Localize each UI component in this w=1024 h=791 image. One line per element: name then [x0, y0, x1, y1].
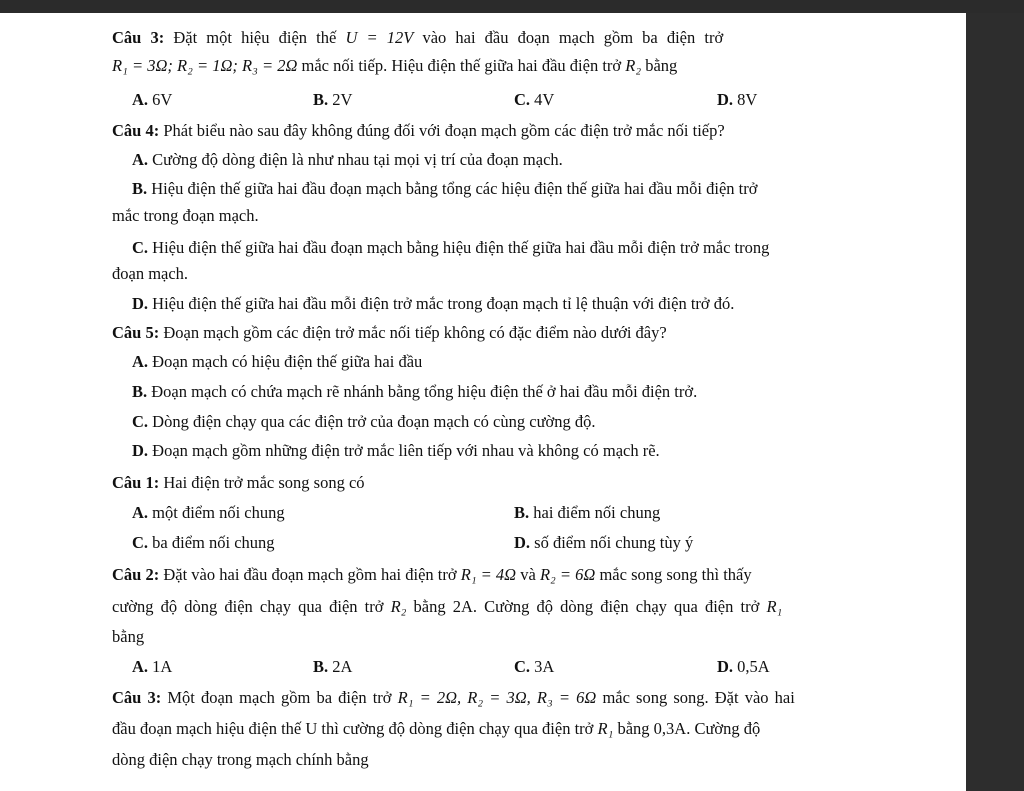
q3a-line1: [112, 28, 723, 48]
q1-text: Hai điện trở mắc song song có: [163, 473, 365, 492]
q3b-line3: dòng điện chạy trong mạch chính bằng: [112, 750, 369, 769]
q3a-line1-tail: vào hai đầu đoạn mạch gồm ba điện trở: [422, 28, 724, 47]
q4-option-d: [132, 294, 734, 314]
option-text: 0,5A: [737, 657, 770, 676]
option-text: hai điểm nối chung: [533, 503, 661, 522]
q3b-line1: [112, 688, 795, 708]
window-top-bar: [0, 0, 1024, 13]
q4-option-a: [132, 150, 563, 170]
q2-option-d: [717, 657, 770, 677]
q3a-label: Câu 3:: [112, 28, 165, 47]
option-text: số điểm nối chung tùy ý: [534, 533, 694, 552]
option-letter: A.: [132, 90, 149, 109]
q3a-option-d: [717, 90, 757, 110]
option-text: 8V: [737, 90, 758, 109]
q4-option-b: [132, 179, 757, 199]
option-text: 1A: [152, 657, 173, 676]
option-text: Đoạn mạch có chứa mạch rẽ nhánh bằng tổng hiệu điện thế ở hai đầu mỗi điện trở.: [151, 382, 698, 401]
option-letter: D.: [514, 533, 531, 552]
q1-option-a: [132, 503, 285, 523]
q2-line1-tail: mắc song song thì thấy: [599, 565, 752, 584]
option-text: Hiệu điện thế giữa hai đầu mỗi điện trở mắc trong đoạn mạch tỉ lệ thuận với điện trở đó.: [152, 294, 735, 313]
option-letter: C.: [514, 90, 531, 109]
q3a-line2-final: bằng: [645, 56, 678, 75]
option-text: một điểm nối chung: [152, 503, 285, 522]
option-text: 2V: [332, 90, 353, 109]
option-text: Đoạn mạch gồm những điện trở mắc liên tiếp với nhau và không có mạch rẽ.: [152, 441, 660, 460]
q2-line2-math1: R₂: [390, 597, 407, 616]
q2-option-b: [313, 657, 352, 677]
option-letter: B.: [132, 382, 148, 401]
option-letter: A.: [132, 503, 149, 522]
q2-label: Câu 2:: [112, 565, 160, 584]
q5-label: Câu 5:: [112, 323, 160, 342]
q4-option-b-cont: mắc trong đoạn mạch.: [112, 206, 259, 225]
q3a-option-c: [514, 90, 554, 110]
q4-text: Phát biểu nào sau đây không đúng đối với đoạn mạch gồm các điện trở mắc nối tiếp?: [163, 121, 725, 140]
document-page: [0, 13, 966, 791]
option-letter: B.: [514, 503, 530, 522]
q2-line2: [112, 597, 782, 617]
option-text: Cường độ dòng điện là như nhau tại mọi vị trí của đoạn mạch.: [152, 150, 563, 169]
q2-line1-mid: và: [520, 565, 536, 584]
q2-option-c: [514, 657, 554, 677]
q3b-line2: [112, 719, 760, 739]
q1-label: Câu 1:: [112, 473, 160, 492]
q1-option-b: [514, 503, 660, 523]
option-text: 2A: [332, 657, 353, 676]
q3b-line2-math: R₁: [597, 719, 614, 738]
q5-option-d: [132, 441, 660, 461]
option-letter: C.: [514, 657, 531, 676]
q4-option-c-cont: đoạn mạch.: [112, 264, 189, 283]
option-text: Hiệu điện thế giữa hai đầu đoạn mạch bằng hiệu điện thế giữa hai đầu mỗi điện trở mắc trong: [152, 238, 770, 257]
option-letter: D.: [132, 441, 149, 460]
q4-question: [112, 121, 725, 141]
option-letter: A.: [132, 150, 149, 169]
window-side-bar: [966, 13, 1024, 791]
option-text: Hiệu điện thế giữa hai đầu đoạn mạch bằng tổng các hiệu điện thế giữa hai đầu mỗi điện trở: [151, 179, 758, 198]
option-text: ba điểm nối chung: [152, 533, 275, 552]
q2-line1-text: Đặt vào hai đầu đoạn mạch gồm hai điện trở: [163, 565, 457, 584]
q3a-line2-end: R₂: [625, 56, 642, 75]
option-text: Dòng điện chạy qua các điện trở của đoạn mạch có cùng cường độ.: [152, 412, 596, 431]
q3a-option-b: [313, 90, 352, 110]
option-letter: B.: [313, 657, 329, 676]
q5-question: [112, 323, 667, 343]
option-letter: B.: [313, 90, 329, 109]
q3a-line2: [112, 56, 677, 76]
option-text: 4V: [534, 90, 555, 109]
option-letter: A.: [132, 352, 149, 371]
option-letter: B.: [132, 179, 148, 198]
q2-line1-math1: R₁ = 4Ω: [460, 565, 517, 584]
option-letter: C.: [132, 412, 149, 431]
q3b-line1-math: R₁ = 2Ω, R₂ = 3Ω, R₃ = 6Ω: [397, 688, 597, 707]
q3a-line2-math: R₁ = 3Ω; R₂ = 1Ω; R₃ = 2Ω: [112, 56, 298, 75]
option-letter: D.: [717, 657, 734, 676]
q2-line2-math2: R₁: [766, 597, 783, 616]
q1-question: [112, 473, 365, 493]
q3b-line1-tail: mắc song song. Đặt vào hai: [602, 688, 795, 707]
q1-option-d: [514, 533, 693, 553]
q3a-option-a: [132, 90, 172, 110]
q3b-line2-text: đầu đoạn mạch hiệu điện thế U thì cường độ dòng điện chạy qua điện trở: [112, 719, 594, 738]
q4-option-c: [132, 238, 769, 258]
q2-line2-mid: bằng 2A. Cường độ dòng điện chạy qua điện trở: [413, 597, 760, 616]
q3a-line2-tail: mắc nối tiếp. Hiệu điện thế giữa hai đầu điện trở: [301, 56, 622, 75]
q3a-line1-math: U = 12V: [345, 28, 414, 47]
q5-option-c: [132, 412, 596, 432]
option-letter: C.: [132, 533, 149, 552]
q4-label: Câu 4:: [112, 121, 160, 140]
q5-option-a: [132, 352, 422, 372]
option-letter: C.: [132, 238, 149, 257]
q5-text: Đoạn mạch gồm các điện trở mắc nối tiếp không có đặc điểm nào dưới đây?: [163, 323, 667, 342]
option-text: 3A: [534, 657, 555, 676]
q2-option-a: [132, 657, 172, 677]
q2-line3: bằng: [112, 627, 145, 646]
option-letter: A.: [132, 657, 149, 676]
option-text: Đoạn mạch có hiệu điện thế giữa hai đầu: [152, 352, 423, 371]
q2-line2-text: cường độ dòng điện chạy qua điện trở: [112, 597, 384, 616]
q3b-line1-text: Một đoạn mạch gồm ba điện trở: [167, 688, 392, 707]
q2-line1: [112, 565, 752, 585]
option-letter: D.: [132, 294, 149, 313]
q2-line1-math2: R₂ = 6Ω: [539, 565, 596, 584]
q1-option-c: [132, 533, 275, 553]
option-text: 6V: [152, 90, 173, 109]
q5-option-b: [132, 382, 697, 402]
option-letter: D.: [717, 90, 734, 109]
q3b-line2-tail: bằng 0,3A. Cường độ: [617, 719, 761, 738]
q3a-line1-text: Đặt một hiệu điện thế: [173, 28, 337, 47]
q3b-label: Câu 3:: [112, 688, 162, 707]
